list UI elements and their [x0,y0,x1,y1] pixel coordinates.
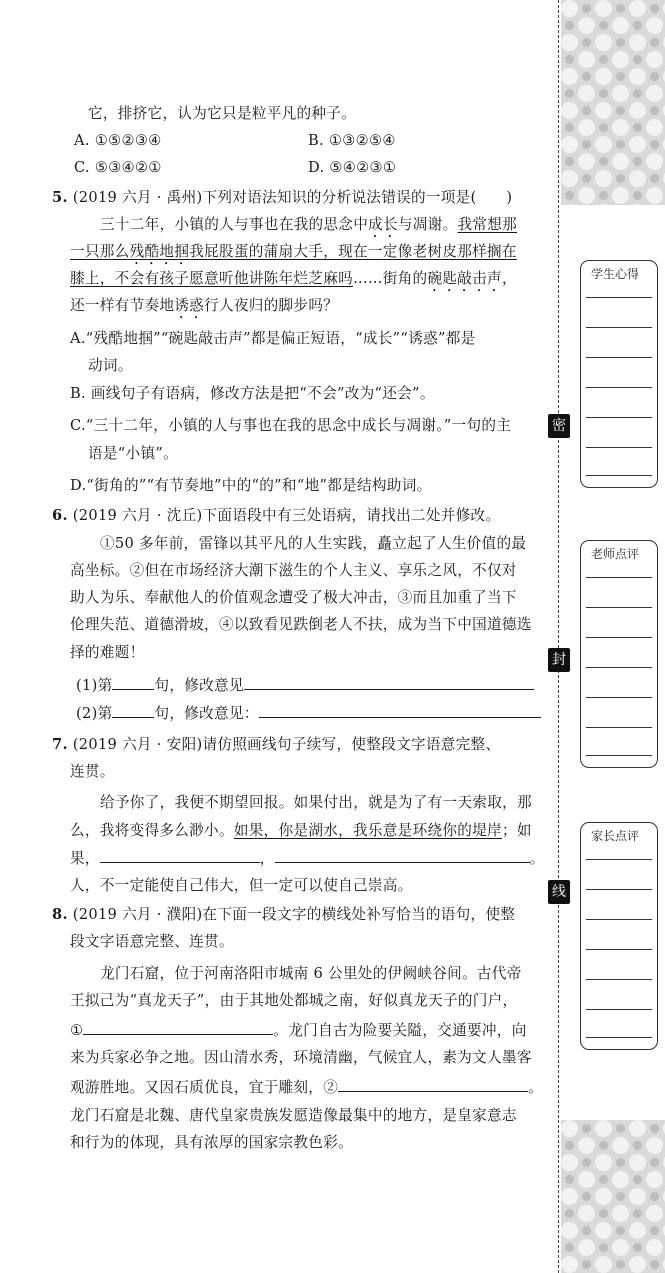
parent-comment-title: 家长点评 [591,829,640,843]
option-c[interactable]: C.“三十二年，小镇的人与事也在我的思念中成长与凋谢。”一句的主 [70,417,512,434]
passage-line: 龙门石窟，位于河南洛阳市城南 6 公里处的伊阙峡谷间。古代帝 [100,965,522,982]
passage-line: ①50 多年前，雷锋以其平凡的人生实践，矗立起了人生价值的最 [100,535,527,552]
teacher-comment-box[interactable] [580,540,658,768]
option-d[interactable] [308,158,396,178]
option-b[interactable] [308,131,396,151]
option-c-cont: 语是“小镇”。 [88,445,178,462]
passage-line-blank: ① 。龙门自古为险要关隘，交通要冲，向 [70,1022,527,1039]
passage-line: 和行为的体现，具有浓厚的国家宗教色彩。 [70,1134,353,1151]
option-b-label: B. ①③②⑤④ [308,132,396,149]
passage-line: 伦理失范、道德滑坡，④以致看见跌倒老人不扶，成为当下中国道德选 [70,616,532,633]
option-a-cont: 动词。 [88,357,133,374]
passage-line: 还一样有节奏地诱惑行人夜归的脚步吗？ [70,297,339,314]
fill-blank-1[interactable] [83,1020,273,1035]
question-number: 5. [52,189,68,206]
passage-line: 三十二年，小镇的人与事也在我的思念中成长与凋谢。我常想那 [100,216,518,233]
answer-row-1: (1)第 句，修改意见 [76,675,534,696]
student-notes-title: 学生心得 [591,267,640,281]
parent-comment-box[interactable] [580,822,658,1050]
sentence-number-blank[interactable] [112,675,154,690]
passage-line: 给予你了，我便不期望回报。如果付出，就是为了有一天索取，那 [100,794,532,811]
student-notes-box[interactable] [580,260,658,488]
fill-blank[interactable] [275,848,530,863]
question-5-stem [52,188,512,208]
sentence-number-blank[interactable] [112,703,154,718]
question-8-stem-cont: 段文字语意完整、连贯。 [70,933,234,950]
decorative-pattern-bottom [561,1120,665,1273]
passage-line: 人，不一定能使自己伟大，但一定可以使自己崇高。 [70,877,413,894]
option-a-label: A. ①⑤②③④ [74,132,162,149]
text-line: 它，排挤它，认为它只是粒平凡的种子。 [88,105,357,122]
question-7-stem: 7. (2019 六月 · 安阳)请仿照画线句子续写，使整段文字语意完整、 [52,736,501,753]
option-d-label: D. ⑤④②③① [308,159,397,176]
passage-line: 高坐标。②但在市场经济大潮下滋生的个人主义、享乐之风，不仅对 [70,562,517,579]
question-source: (2019 六月 · 禹州) [72,189,203,206]
option-a[interactable]: A.“残酷地掴”“碗匙敲击声”都是偏正短语，“成长”“诱惑”都是 [70,330,476,347]
passage-line: 择的难题！ [70,644,145,661]
passage-line-blank: 观游胜地。又因石质优良，宜于雕刻，② 。 [70,1079,543,1096]
passage-line: 王拟己为“真龙天子”，由于其地处都城之南，好似真龙天子的门户， [70,992,518,1009]
seal-line [558,0,559,1273]
teacher-comment-title: 老师点评 [591,547,640,561]
passage-line: 一只那么残酷地掴我屁股蛋的蒲扇大手，现在一定像老树皮那样搁在 [70,243,517,260]
passage-line-blanks: 果， ， 。 [70,850,545,867]
decorative-pattern-top [561,0,665,205]
fill-blank-2[interactable] [338,1077,528,1092]
passage-line: 膝上，不会有孩子愿意听他讲陈年烂芝麻吗……街角的碗匙敲击声， [70,270,517,287]
option-b[interactable]: B. 画线句子有语病，修改方法是把“不会”改为“还会”。 [70,385,435,402]
option-a[interactable] [74,131,162,151]
seal-mark-mi: 密 [548,414,570,438]
answer-row-2: (2)第 句，修改意见： [76,703,541,724]
seal-mark-feng: 封 [548,648,570,672]
option-c-label: C. ⑤③④②① [74,159,162,176]
question-6-stem: 6. (2019 六月 · 沈丘)下面语段中有三处语病，请找出二处并修改。 [52,507,501,524]
option-c[interactable] [74,158,162,178]
passage-line: 来为兵家必争之地。因山清水秀，环境清幽，气候宜人，素为文人墨客 [70,1049,532,1066]
revision-blank[interactable] [244,675,534,690]
passage-line: 助人为乐、奉献他人的价值观念遭受了极大冲击，③而且加重了当下 [70,589,517,606]
question-8-stem: 8. (2019 六月 · 濮阳)在下面一段文字的横线处补写恰当的语句，使整 [52,906,516,923]
passage-line: 龙门石窟是北魏、唐代皇家贵族发愿造像最集中的地方，是皇家意志 [70,1107,517,1124]
seal-mark-xian: 线 [548,880,570,904]
revision-blank[interactable] [259,703,541,718]
question-text: 下列对语法知识的分析说法错误的一项是( ) [202,189,513,206]
passage-line: 么，我将变得多么渺小。如果，你是湖水，我乐意是环绕你的堤岸；如 [70,822,532,839]
question-7-stem-cont: 连贯。 [70,763,115,780]
option-d[interactable]: D.“街角的”“有节奏地”中的“的”和“地”都是结构助词。 [70,477,432,494]
fill-blank[interactable] [100,848,260,863]
